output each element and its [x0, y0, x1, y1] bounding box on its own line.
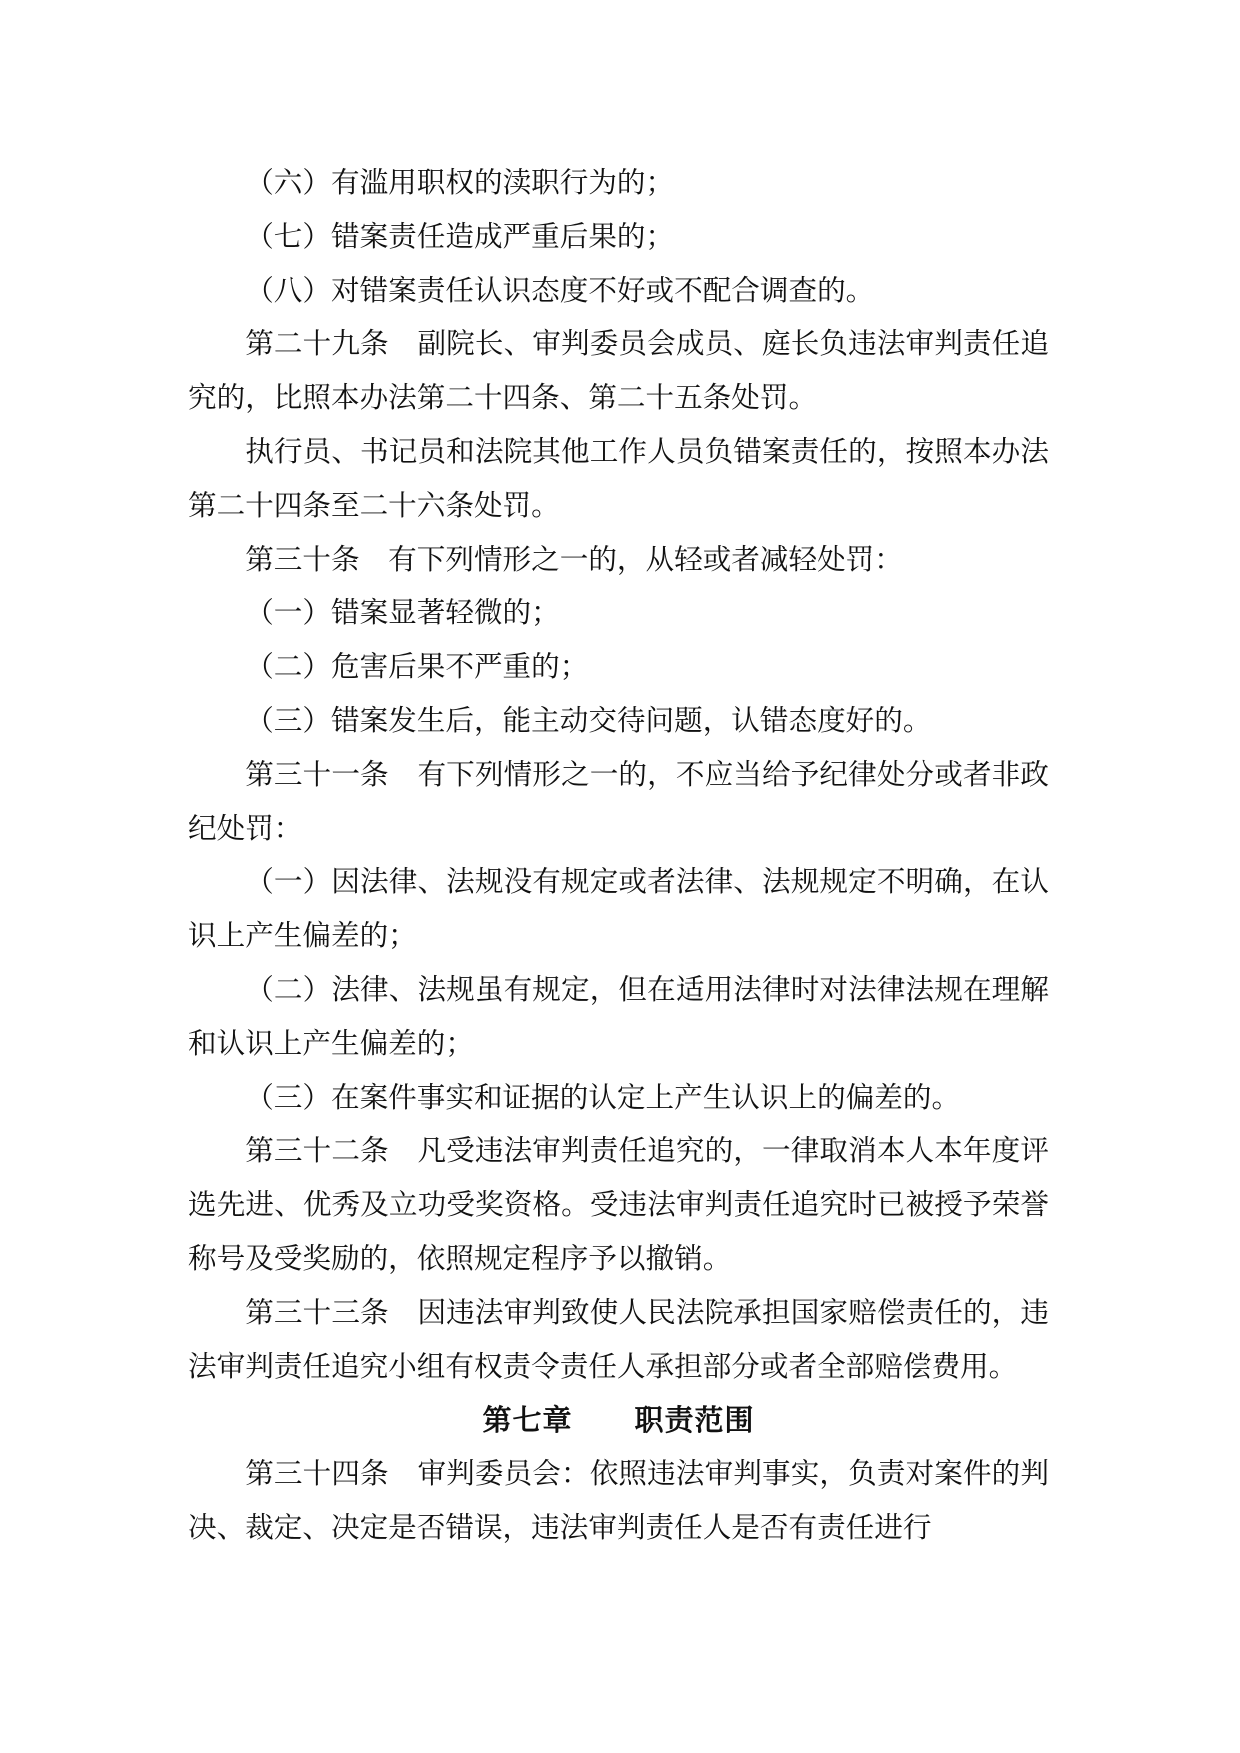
document-page: [188, 156, 1049, 1555]
article-30-item-2: （二）危害后果不严重的；: [245, 649, 589, 684]
article-33: 第三十三条 因违法审判致使人民法院承担国家赔偿责任的，违法审判责任追究小组有权责令责任人承担部分或者全部赔偿费用。: [188, 1294, 1049, 1383]
article-30: 第三十条 有下列情形之一的，从轻或者减轻处罚：: [245, 541, 903, 576]
article-29-paragraph-2: 执行员、书记员和法院其他工作人员负错案责任的，按照本办法第二十四条至二十六条处罚。: [188, 433, 1049, 522]
article-30-item-3: （三）错案发生后，能主动交待问题，认错态度好的。: [245, 702, 932, 737]
chapter-title: 职责范围: [634, 1403, 755, 1438]
clause-item-6: （六）有滥用职权的渎职行为的；: [245, 165, 675, 199]
article-30-item-1: （一）错案显著轻微的；: [245, 595, 560, 630]
article-29: 第二十九条 副院长、审判委员会成员、庭长负违法审判责任追究的，比照本办法第二十四条、第二十五条处罚。: [188, 326, 1049, 415]
article-31-item-1: （一）因法律、法规没有规定或者法律、法规规定不明确，在认识上产生偏差的；: [188, 864, 1049, 953]
chapter-heading: [188, 1393, 1049, 1447]
clause-item-8: （八）对错案责任认识态度不好或不配合调查的。: [245, 272, 875, 307]
chapter-number: 第七章: [482, 1403, 573, 1438]
article-32: 第三十二条 凡受违法审判责任追究的，一律取消本人本年度评选先进、优秀及立功受奖资格。受违法审判责任追究时已被授予荣誉称号及受奖励的，依照规定程序予以撤销。: [188, 1133, 1049, 1275]
article-34: 第三十四条 审判委员会：依照违法审判事实，负责对案件的判决、裁定、决定是否错误，违法审判责任人是否有责任进行: [188, 1456, 1049, 1545]
clause-item-7: （七）错案责任造成严重后果的；: [245, 218, 675, 253]
article-31-item-2: （二）法律、法规虽有规定，但在适用法律时对法律法规在理解和认识上产生偏差的；: [188, 971, 1049, 1060]
article-31: 第三十一条 有下列情形之一的，不应当给予纪律处分或者非政纪处罚：: [188, 756, 1049, 845]
article-31-item-3: （三）在案件事实和证据的认定上产生认识上的偏差的。: [245, 1079, 961, 1114]
